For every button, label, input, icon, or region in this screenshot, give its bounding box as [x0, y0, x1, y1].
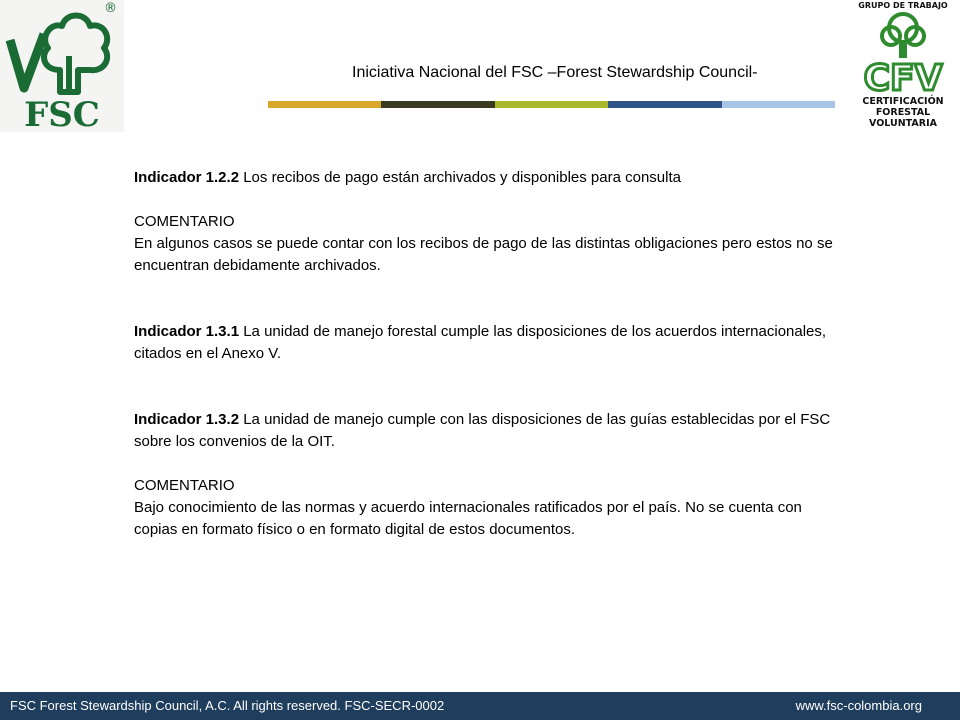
comment-text: En algunos casos se puede contar con los recibos de pago de las distintas obligaciones pero estos no se encuentran debidamente archivados.	[134, 235, 833, 274]
main-content	[134, 167, 834, 541]
color-segment	[268, 101, 381, 108]
indicator-text: La unidad de manejo forestal cumple las disposiciones de los acuerdos internacionales, citados en el Anexo V.	[134, 323, 827, 362]
indicator-1-2-2	[134, 167, 834, 189]
comment-label: COMENTARIO	[134, 477, 235, 494]
comment-label: COMENTARIO	[134, 213, 235, 230]
cfv-line3: VOLUNTARIA	[869, 118, 937, 129]
footer	[0, 692, 960, 720]
indicator-label: Indicador 1.2.2	[134, 169, 240, 186]
registered-mark: ®	[104, 1, 117, 16]
fsc-logo	[0, 0, 124, 132]
cfv-line2: FORESTAL	[875, 107, 931, 118]
color-segment	[722, 101, 835, 108]
cfv-mark: CFV	[863, 58, 943, 99]
indicator-text: Los recibos de pago están archivados y disponibles para consulta	[239, 169, 681, 186]
comment-1	[134, 211, 834, 277]
indicator-label: Indicador 1.3.1	[134, 323, 240, 340]
indicator-1-3-1	[134, 321, 834, 365]
indicator-text: La unidad de manejo cumple con las disposiciones de las guías establecidas por el FSC sobre los convenios de la OIT.	[134, 411, 831, 450]
color-segment	[495, 101, 608, 108]
fsc-logo-text: FSC	[24, 95, 100, 132]
page-title: Iniciativa Nacional del FSC –Forest Stewardship Council-	[352, 64, 758, 81]
cfv-line1: CERTIFICACIÓN	[862, 96, 944, 107]
cfv-logo	[847, 0, 960, 130]
footer-website-link[interactable]: www.fsc-colombia.org	[795, 698, 922, 713]
indicator-label: Indicador 1.3.2	[134, 411, 240, 428]
color-segment	[608, 101, 721, 108]
indicator-1-3-2	[134, 409, 834, 453]
comment-2	[134, 475, 834, 541]
color-segment	[381, 101, 494, 108]
cfv-top-text: GRUPO DE TRABAJO	[858, 1, 948, 10]
comment-text: Bajo conocimiento de las normas y acuerdo internacionales ratificados por el país. No se cuenta con copias en formato físico o en formato digital de estos documentos.	[134, 499, 802, 538]
header-color-bar	[268, 101, 835, 108]
footer-copyright: FSC Forest Stewardship Council, A.C. All rights reserved. FSC-SECR-0002	[10, 698, 445, 713]
